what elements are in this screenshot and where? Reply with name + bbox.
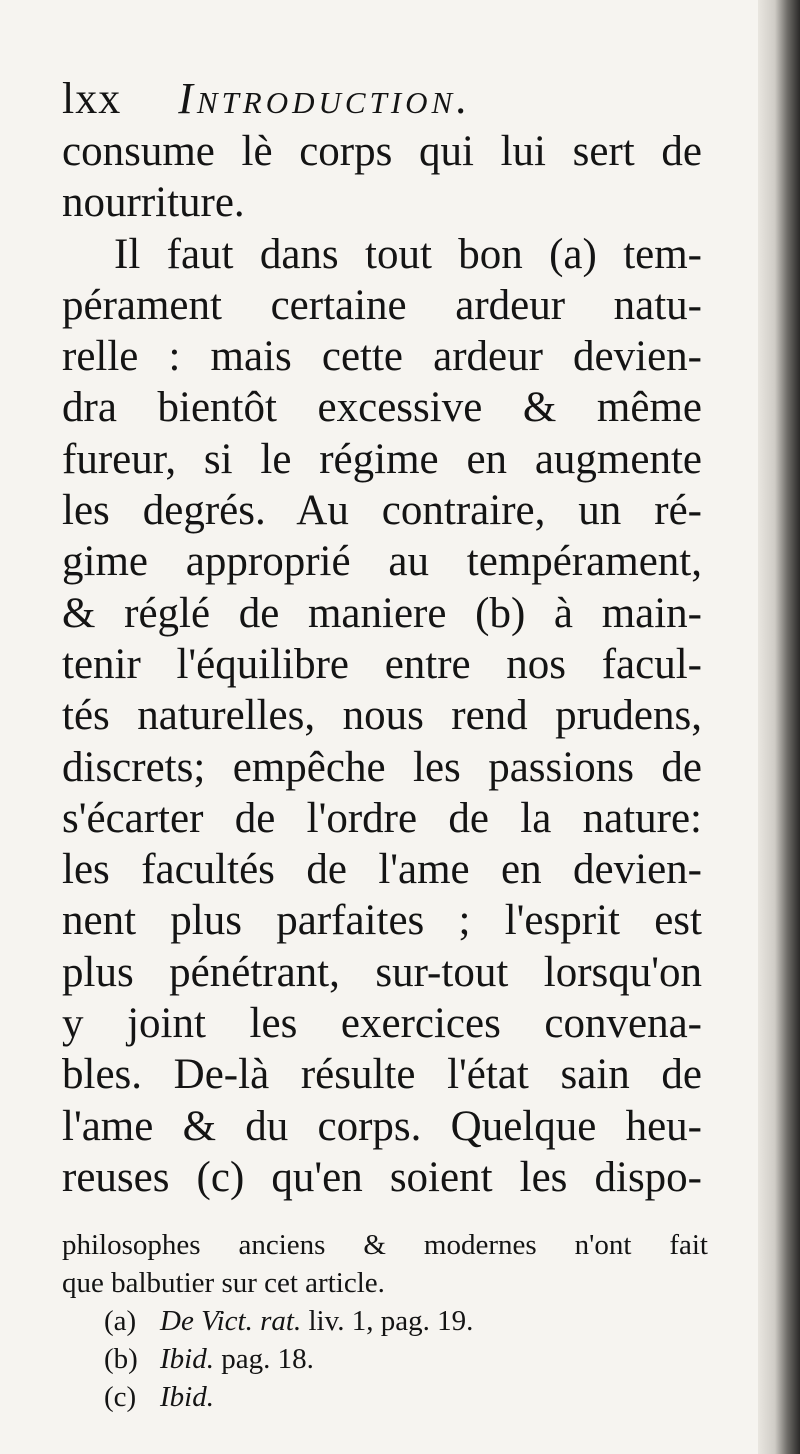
footnote-b: [62, 1340, 708, 1378]
text-line: tés naturelles, nous rend prudens,: [62, 692, 702, 740]
text-line: relle : mais cette ardeur devien-: [62, 333, 702, 381]
text-line: & réglé de maniere (b) à main-: [62, 589, 702, 637]
footnote-source: De Vict. rat.: [160, 1305, 302, 1337]
text-line: discrets; empêche les passions de: [62, 743, 702, 791]
text-line: pérament certaine ardeur natu-: [62, 281, 702, 329]
text-line: dra bientôt excessive & même: [62, 384, 702, 432]
footnote-marker: (a): [104, 1305, 137, 1337]
footnote-detail: liv. 1, pag. 19.: [308, 1305, 474, 1337]
note-continuation-line: philosophes anciens & modernes n'ont fait: [62, 1229, 708, 1261]
text-line: fureur, si le régime en augmente: [62, 435, 702, 483]
text-line: gime approprié au tempérament,: [62, 538, 702, 586]
page-edge-shadow: [758, 0, 800, 1454]
body-text: [62, 126, 702, 1203]
footnote-c: [62, 1378, 708, 1416]
note-continuation-line: que balbutier sur cet article.: [62, 1267, 385, 1299]
footnote-source: Ibid.: [160, 1343, 214, 1375]
text-line: y joint les exercices convena-: [62, 1000, 702, 1048]
footnote-a: [62, 1302, 708, 1340]
running-title: Introduction.: [178, 74, 472, 123]
footnote-marker: (b): [104, 1343, 138, 1375]
text-line: bles. De-là résulte l'état sain de: [62, 1051, 702, 1099]
text-line: l'ame & du corps. Quelque heu-: [62, 1102, 702, 1150]
footnote-source: Ibid.: [160, 1381, 214, 1413]
text-line: plus pénétrant, sur-tout lorsqu'on: [62, 948, 702, 996]
text-line: les facultés de l'ame en devien-: [62, 846, 702, 894]
footnote-detail: pag. 18.: [221, 1343, 314, 1375]
text-line: reuses (c) qu'en soient les dispo-: [62, 1153, 702, 1201]
footnote-marker: (c): [104, 1381, 137, 1413]
text-line: nourriture.: [62, 179, 245, 227]
text-line: tenir l'équilibre entre nos facul-: [62, 640, 702, 688]
text-line: s'écarter de l'ordre de la nature:: [62, 794, 702, 842]
text-line: les degrés. Au contraire, un ré-: [62, 487, 702, 535]
text-line: consume lè corps qui lui sert de: [62, 128, 702, 175]
text-line: nent plus parfaites ; l'esprit est: [62, 897, 702, 945]
page-number: lxx: [62, 74, 122, 123]
page-header: [62, 64, 702, 134]
text-line: Il faut dans tout bon (a) tem-: [114, 230, 702, 278]
notes-section: [62, 1226, 708, 1416]
